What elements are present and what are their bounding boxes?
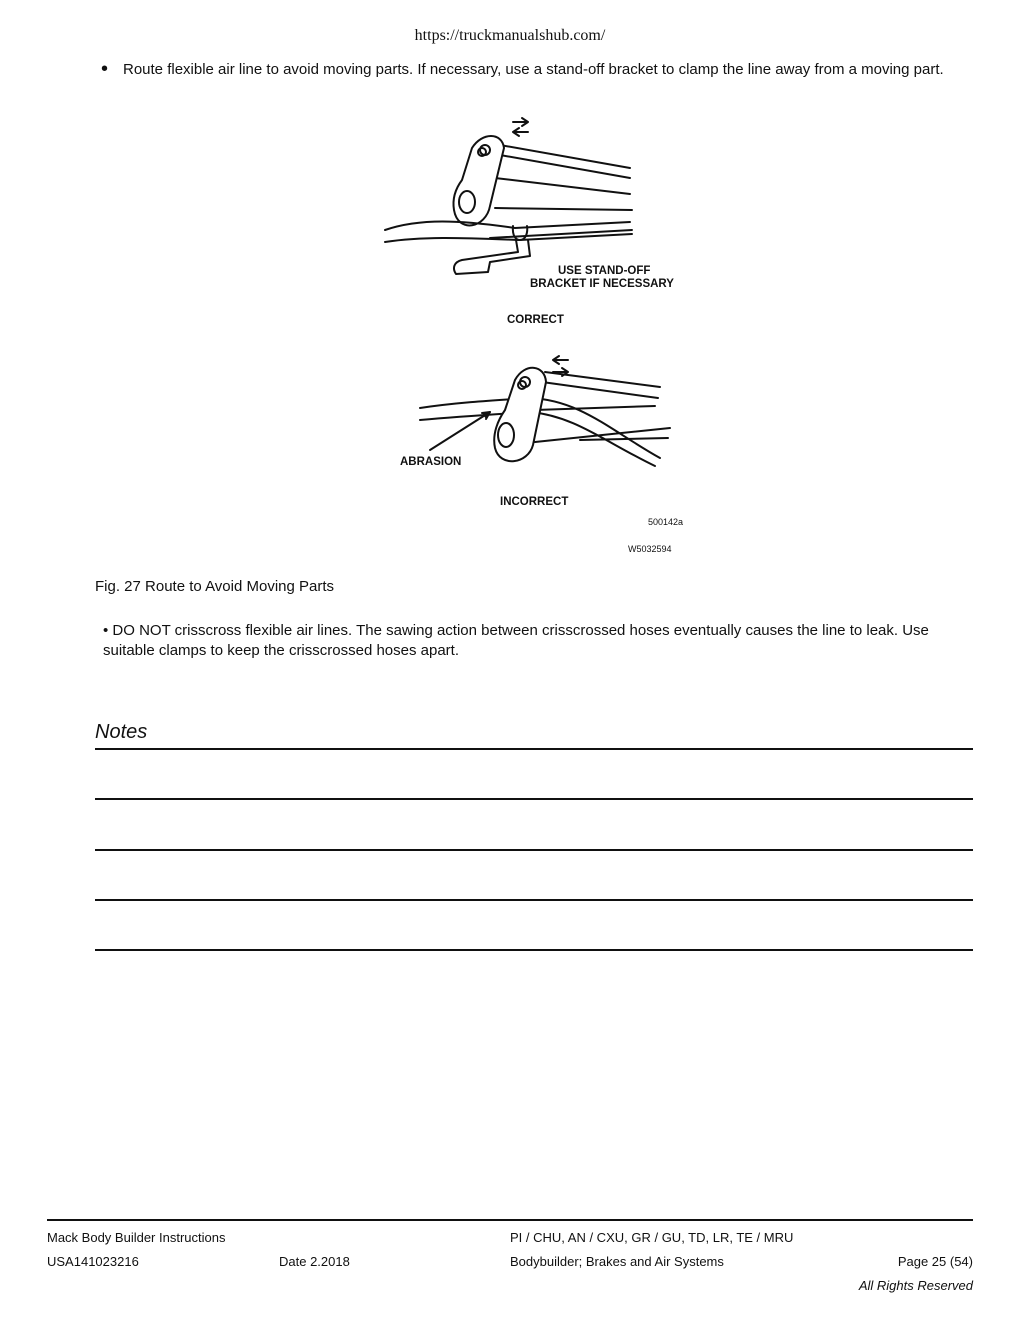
notes-line <box>95 849 973 851</box>
footer-divider <box>47 1219 973 1221</box>
footer-date: Date 2.2018 <box>279 1254 350 1269</box>
source-url: https://truckmanualshub.com/ <box>414 27 606 44</box>
footer-page-number: Page 25 (54) <box>897 1254 973 1269</box>
crisscross-warning: • DO NOT crisscross flexible air lines. The sawing action between crisscrossed hoses eventually causes the line to leak. Use suitable clamps to keep the crisscrossed hoses apart. <box>103 622 929 659</box>
notes-line <box>95 899 973 901</box>
standoff-label-line1: USE STAND-OFF <box>558 265 651 277</box>
notes-line <box>95 748 973 750</box>
notes-heading: Notes <box>95 721 148 743</box>
incorrect-label: INCORRECT <box>500 496 569 508</box>
footer-section: Bodybuilder; Brakes and Air Systems <box>510 1254 724 1269</box>
standoff-label-line2: BRACKET IF NECESSARY <box>530 278 674 290</box>
incorrect-illustration <box>420 356 670 466</box>
notes-line <box>95 798 973 800</box>
footer-doc-id: USA141023216 <box>47 1254 139 1269</box>
footer-models: PI / CHU, AN / CXU, GR / GU, TD, LR, TE / MRU <box>510 1230 794 1245</box>
correct-label: CORRECT <box>507 314 564 326</box>
bullet-route-text: Route flexible air line to avoid moving parts. If necessary, use a stand-off bracket to clamp the line away from a moving part. <box>123 61 944 78</box>
figure-code-2: W5032594 <box>628 544 672 554</box>
route-figure <box>370 110 700 560</box>
figure-caption: Fig. 27 Route to Avoid Moving Parts <box>95 578 335 595</box>
correct-illustration <box>385 118 632 274</box>
bullet-marker: • <box>101 58 109 80</box>
figure-code-1: 500142a <box>648 517 684 527</box>
footer-doc-title: Mack Body Builder Instructions <box>47 1230 226 1245</box>
footer-rights: All Rights Reserved <box>858 1278 973 1293</box>
notes-line <box>95 949 973 951</box>
abrasion-label: ABRASION <box>400 456 462 468</box>
